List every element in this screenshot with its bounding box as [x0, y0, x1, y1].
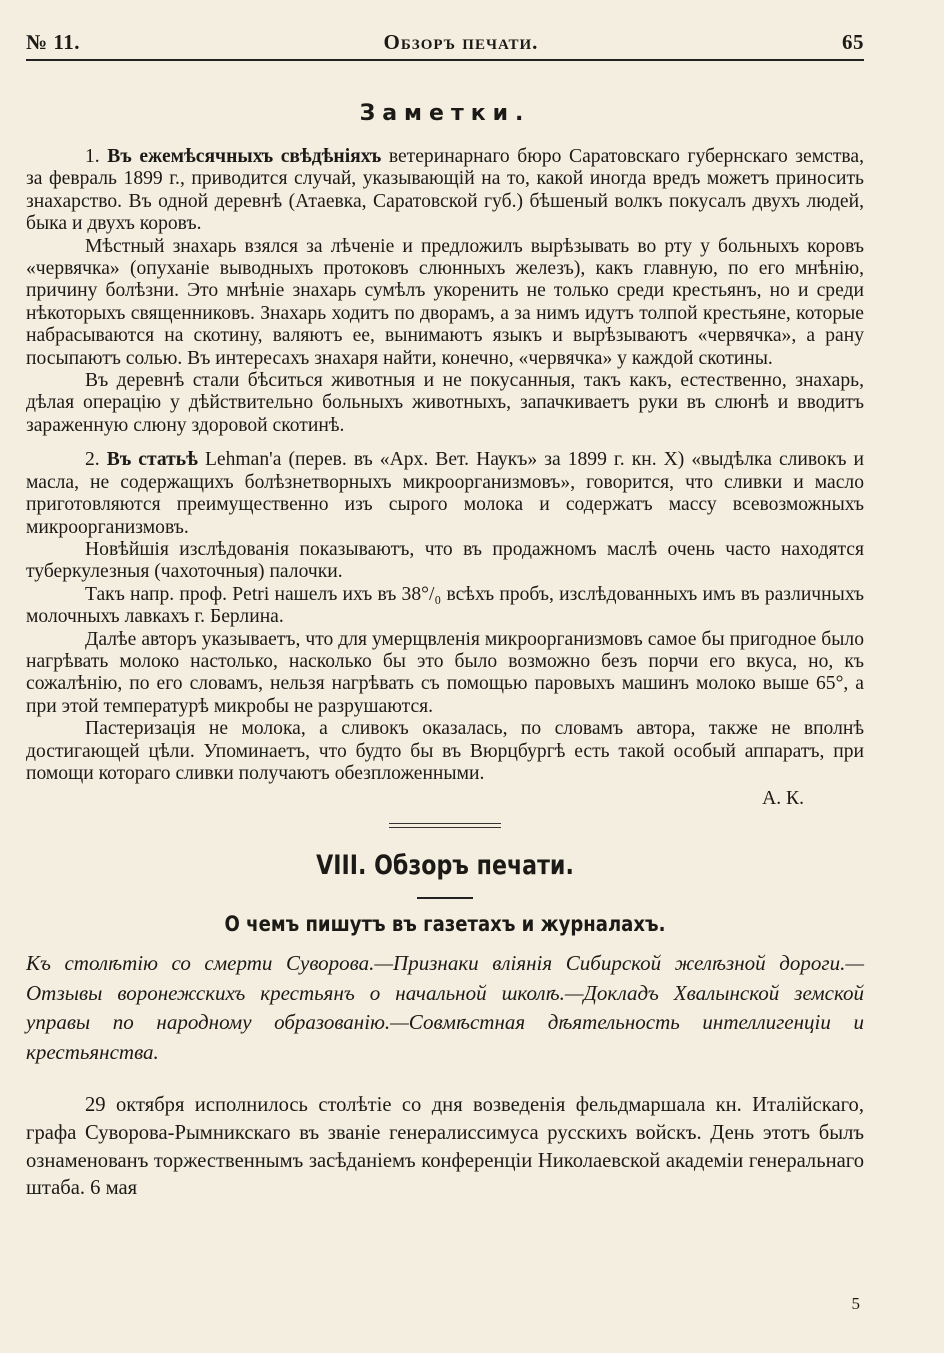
note-2-paragraph-2: Новѣйшія изслѣдованія показываютъ, что въ продажномъ маслѣ очень часто находятся туберкулезныя (чахоточныя) палочки.: [26, 538, 864, 583]
notes-heading: Заметки.: [359, 101, 531, 126]
note-2-paragraph-4: Далѣе авторъ указываетъ, что для умерщвленія микроорганизмовъ самое бы пригодное было нагрѣвать молоко настолько, насколько бы это было возможно безъ порчи его вкуса, но, къ сожалѣнію, по его словамъ, нельзя нагрѣвать съ помощью паровыхъ машинъ молоко выше 65°, а при этой температурѣ микробы не разрушаются.: [26, 628, 864, 717]
note-1-paragraph-3: Въ деревнѣ стали бѣситься животныя и не покусанныя, такъ какъ, естественно, знахарь, дѣлая операцію у дѣйствительно больныхъ животныхъ, запачкиваетъ руки въ слюнѣ и вводитъ зараженную слюну здоровой скотинѣ.: [26, 370, 864, 436]
chapter-summary: Къ столѣтію со смерти Суворова.—Признаки вліянія Сибирской желѣзной дороги.—Отзывы воронежскихъ крестьянъ о начальной школѣ.—Докладъ Хвалынской земской управы по народному образованію.—Совмѣстная дѣятельность интеллигенціи и крестьянства.: [26, 951, 864, 1064]
note-1-paragraph-2: Мѣстный знахарь взялся за лѣченіе и предложилъ вырѣзывать во рту у больныхъ коровъ «червячка» (опуханіе выводныхъ протоковъ слюнныхъ железъ), какъ главную, по его мнѣнію, причину болѣзни. Это мнѣніе знахарь сумѣлъ укоренить не только среди крестьянъ, но и среди нѣкоторыхъ священниковъ. Знахарь ходитъ по дворамъ, а за нимъ идутъ толпой крестьяне, которые набрасываются на скотину, валяютъ ее, вынимаютъ языкъ и вырѣзываютъ «червячка», а рану посыпаютъ солью. Въ интересахъ знахаря найти, конечно, «червячка» у каждой скотины.: [26, 235, 864, 369]
note-2-paragraph: [26, 449, 864, 539]
section-divider: [389, 823, 501, 828]
note-2-paragraph-5: Пастеризація не молока, а сливокъ оказалась, по словамъ автора, также не вполнѣ достигающей цѣли. Упоминаетъ, что будто бы въ Вюрцбургѣ есть такой особый аппаратъ, при помощи котораго сливки получаютъ обезпложенными.: [26, 718, 864, 784]
chapter-body: [26, 1092, 864, 1202]
note-2-paragraph-3: Такъ напр. проф. Petri нашелъ ихъ въ 38°/₀ всѣхъ пробъ, изслѣдованныхъ имъ въ различныхъ молочныхъ лавкахъ г. Берлина.: [26, 583, 864, 628]
chapter-body-paragraph: 29 октября исполнилось столѣтіе со дня возведенія фельдмаршала кн. Италійскаго, графа Суворова-Рымникскаго въ званіе генералиссимуса русскихъ войскъ. День этотъ былъ ознаменованъ торжественнымъ засѣданіемъ конференціи Николаевской академіи генеральнаго штаба. 6 мая: [26, 1094, 864, 1200]
chapter-title: VIII. Обзоръ печати.: [316, 850, 574, 882]
page: [26, 30, 864, 1203]
header-rule: [26, 59, 864, 61]
signature-mark: 5: [851, 1294, 860, 1313]
note-1-lead: Въ ежемѣсячныхъ свѣдѣніяхъ: [107, 146, 382, 167]
note-2-number: 2.: [85, 449, 100, 471]
issue-number: № 11.: [26, 30, 80, 54]
chapter-rule: [417, 897, 473, 899]
notes-body: [26, 146, 864, 785]
chapter-subtitle: О чемъ пишутъ въ газетахъ и журналахъ.: [224, 912, 666, 937]
page-number: 65: [841, 30, 864, 54]
note-2-text: Lehman'а (перев. въ «Арх. Вет. Наукъ» за 1899 г. кн. X) «выдѣлка сливокъ и масла, не содержащихъ болѣзнетворныхъ микроорганизмовъ», говорится, что сливки и масло приготовляются преимущественно изъ сырого молока и содержатъ массу всевозможныхъ микроорганизмовъ.: [26, 449, 865, 538]
journal-section-title: Обзоръ печати.: [383, 30, 539, 54]
note-1-text: ветеринарнаго бюро Саратовскаго губернскаго земства, за февраль 1899 г., приводится случай, указывающій на то, какой иногда вредъ можетъ приносить знахарство. Въ одной деревнѣ (Атаевка, Саратовской губ.) бѣшеный волкъ покусалъ двухъ людей, быка и двухъ коровъ.: [26, 146, 864, 235]
notes-signature: А. К.: [762, 788, 804, 810]
running-header: [26, 30, 864, 59]
note-2-lead: Въ статьѣ: [106, 449, 198, 471]
note-1-paragraph: [26, 146, 864, 236]
note-1-number: 1.: [85, 146, 100, 167]
